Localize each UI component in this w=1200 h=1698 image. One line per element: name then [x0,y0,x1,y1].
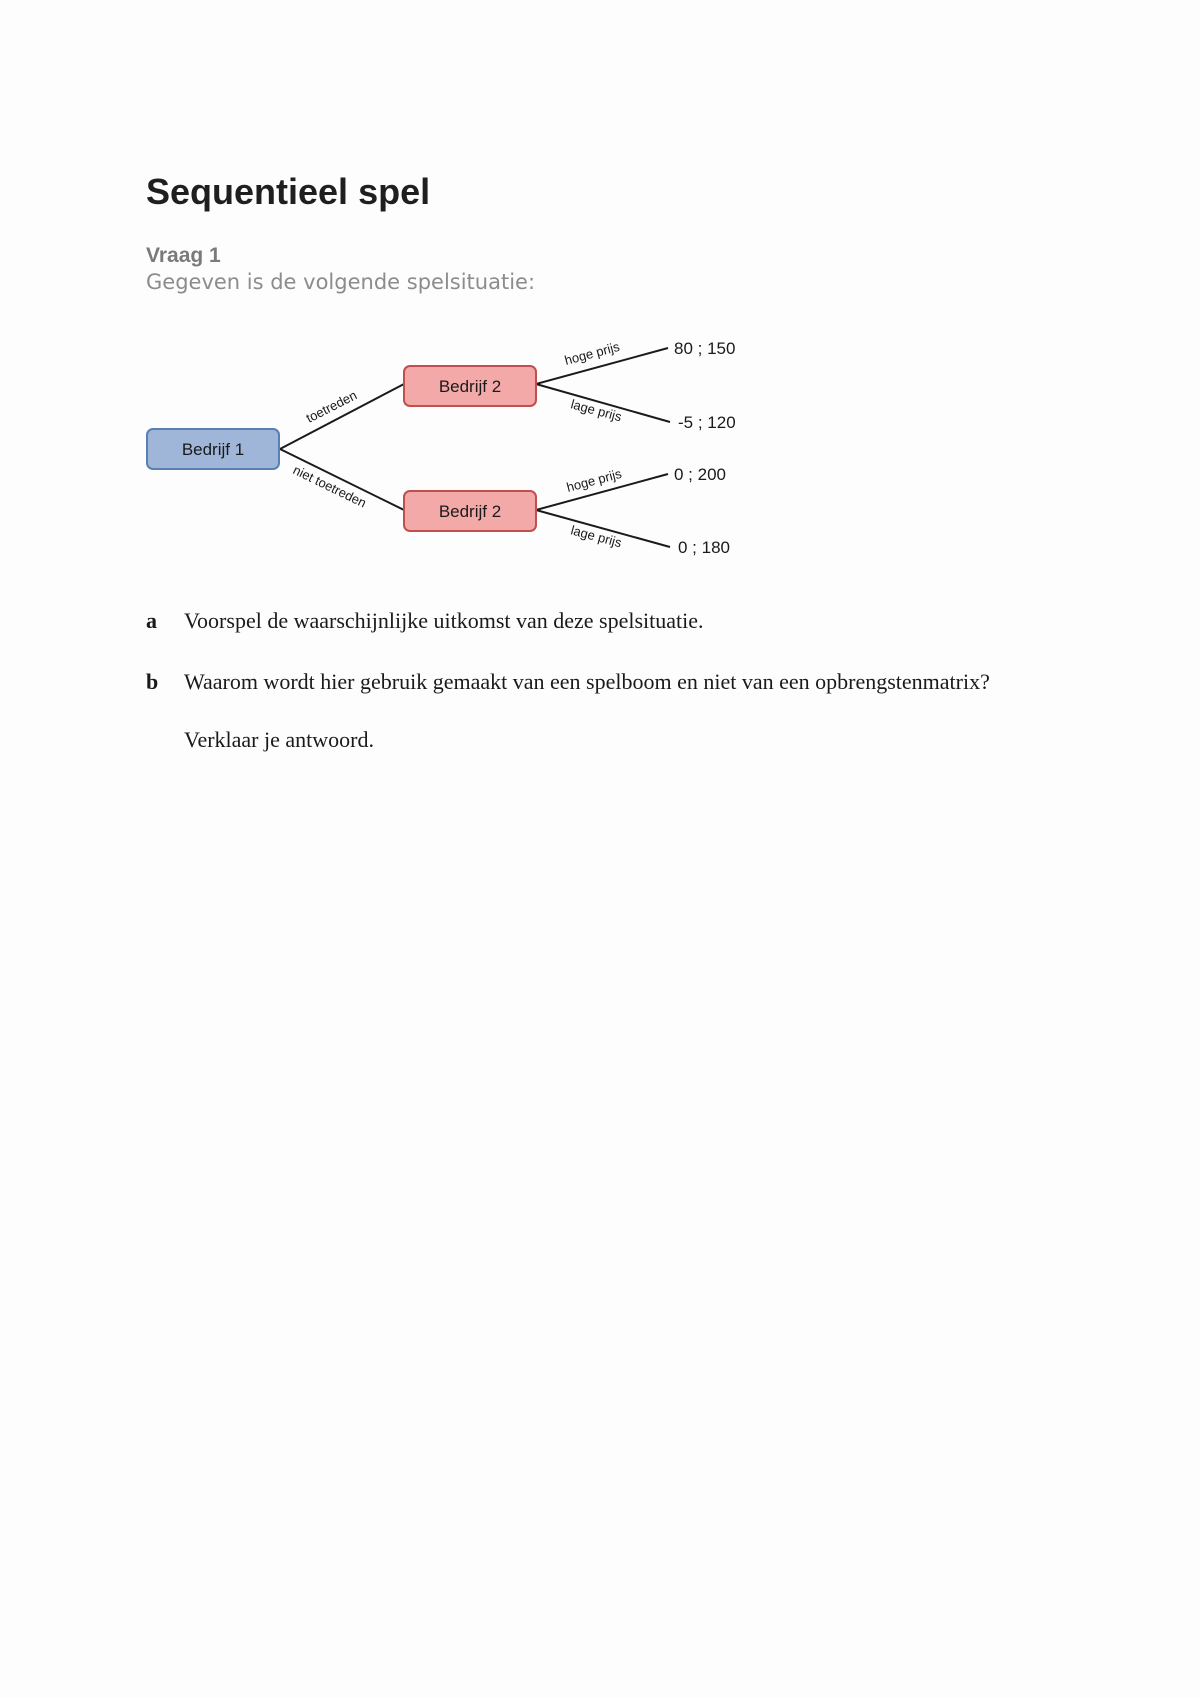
edge-label-lage-prijs-1: lage prijs [569,396,624,425]
edge-label-lage-prijs-2: lage prijs [569,522,624,551]
question-label: Vraag 1 [146,244,221,267]
payoff-4: 0 ; 180 [678,538,730,557]
question-intro: Gegeven is de volgende spelsituatie: [146,270,536,294]
edge-label-hoge-prijs-1: hoge prijs [562,338,622,368]
question-b-text: Waarom wordt hier gebruik gemaakt van een spelboom en niet van een opbrengstenmatrix? [184,669,990,694]
edge-label-hoge-prijs-2: hoge prijs [564,465,624,495]
node-bedrijf-2-top-label: Bedrijf 2 [438,377,502,396]
payoff-1: 80 ; 150 [674,339,736,358]
question-a-letter: a [146,608,157,633]
question-a-text: Voorspel de waarschijnlijke uitkomst van deze spelsituatie. [184,608,704,633]
payoff-3: 0 ; 200 [674,465,726,484]
question-b-text-2: Verklaar je antwoord. [184,727,374,752]
node-bedrijf-1-label: Bedrijf 1 [181,440,245,459]
payoff-2: -5 ; 120 [678,413,736,432]
node-bedrijf-2-bottom-label: Bedrijf 2 [438,502,502,521]
game-tree-diagram [146,328,766,568]
page-title: Sequentieel spel [146,171,431,212]
edge-label-toetreden: toetreden [303,387,360,426]
question-b-letter: b [146,669,159,694]
edge-label-niet-toetreden: niet toetreden [290,462,369,511]
